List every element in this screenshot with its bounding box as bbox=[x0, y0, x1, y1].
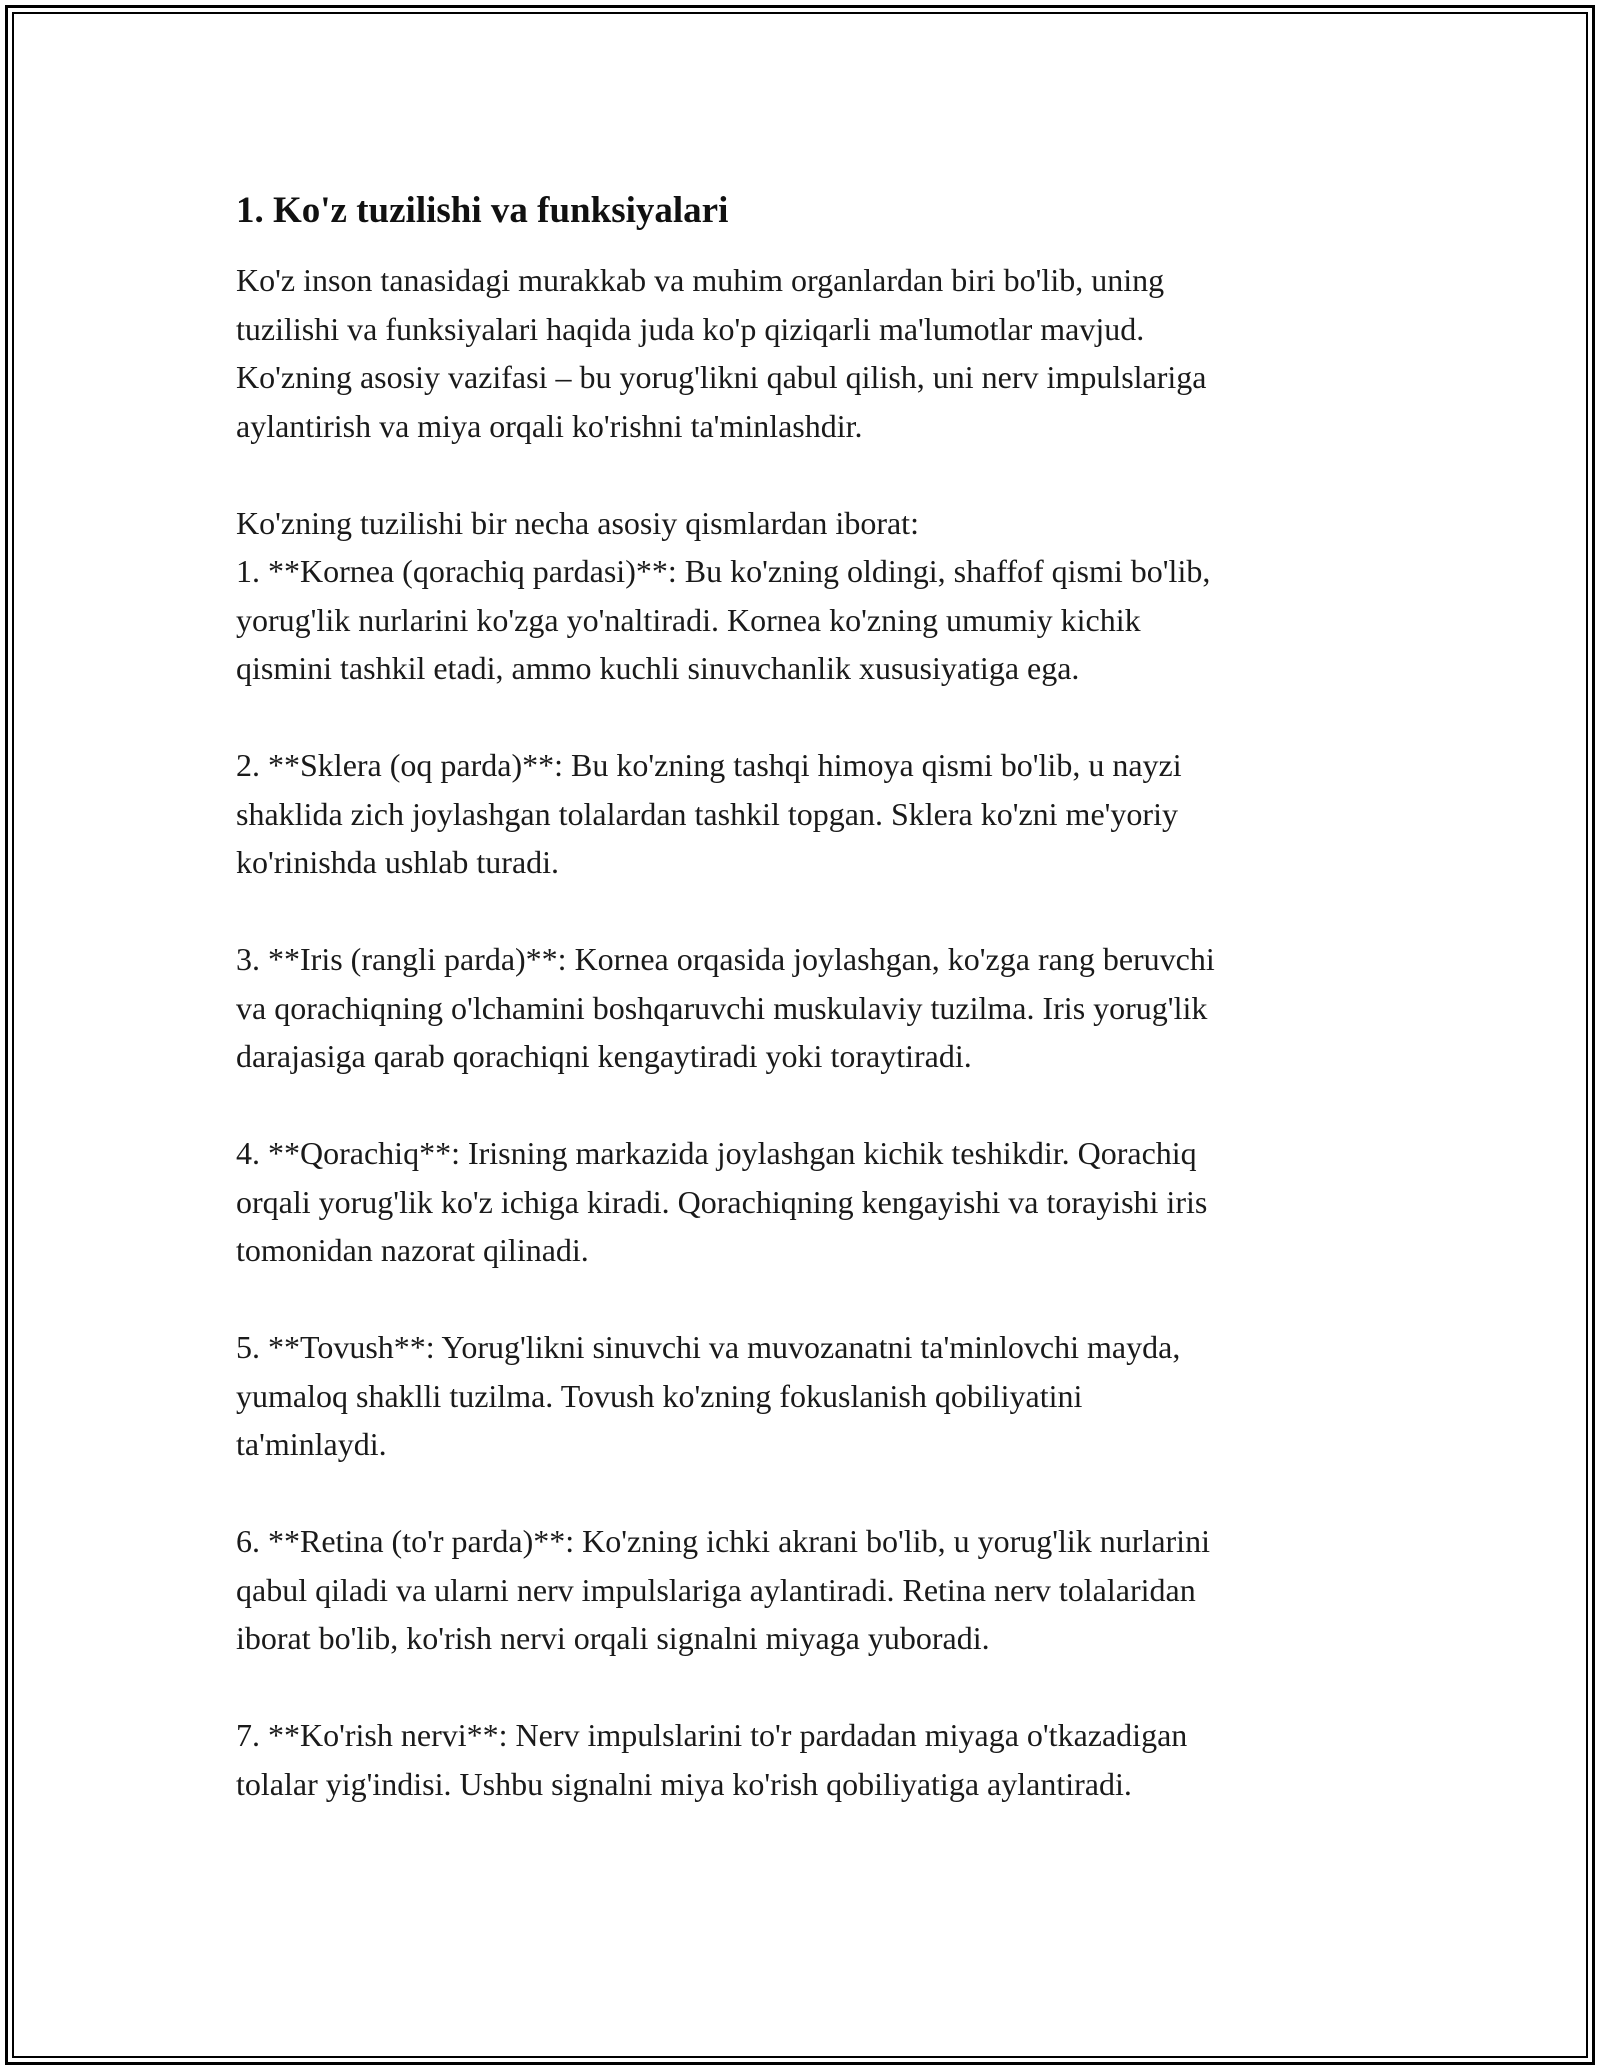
intro-paragraph: Ko'z inson tanasidagi murakkab va muhim organlardan biri bo'lib, uning tuzilishi va funksiyalari haqida juda ko'p qiziqarli ma'lumotlar mavjud. Ko'zning asosiy vazifasi – bu yorug'likni qabul qilish, uni nerv impulslariga aylantirish va miya orqali ko'rishni ta'minlashdir. bbox=[236, 262, 1207, 444]
list-item-retina: 6. **Retina (to'r parda)**: Ko'zning ichki akrani bo'lib, u yorug'lik nurlarini qabul qiladi va ularni nerv impulslariga aylantiradi. Retina nerv tolalaridan iborat bo'lib, ko'rish nervi orqali signalni miyaga yuboradi. bbox=[236, 1523, 1210, 1656]
list-item-korish-nervi: 7. **Ko'rish nervi**: Nerv impulslarini to'r pardadan miyaga o'tkazadigan tolalar yig'indisi. Ushbu signalni miya ko'rish qobiliyatiga aylantiradi. bbox=[236, 1717, 1188, 1802]
paragraph-gap bbox=[236, 887, 1386, 936]
list-item-sklera: 2. **Sklera (oq parda)**: Bu ko'zning tashqi himoya qismi bo'lib, u nayzi shaklida zich joylashgan tolalardan tashkil topgan. Sklera ko'zni me'yoriy ko'rinishda ushlab turadi. bbox=[236, 747, 1182, 880]
paragraph-gap bbox=[236, 1275, 1386, 1324]
list-item-iris: 3. **Iris (rangli parda)**: Kornea orqasida joylashgan, ko'zga rang beruvchi va qorachiqning o'lchamini boshqaruvchi muskulaviy tuzilma. Iris yorug'lik darajasiga qarab qorachiqni kengaytiradi yoki toraytiradi. bbox=[236, 941, 1215, 1074]
paragraph-gap bbox=[236, 450, 1386, 499]
paragraph-gap bbox=[236, 1081, 1386, 1130]
list-item-qorachiq: 4. **Qorachiq**: Irisning markazida joylashgan kichik teshikdir. Qorachiq orqali yorug'lik ko'z ichiga kiradi. Qorachiqning kengayishi va torayishi iris tomonidan nazorat qilinadi. bbox=[236, 1135, 1208, 1268]
section-title: 1. Ko'z tuzilishi va funksiyalari bbox=[236, 190, 729, 231]
parts-intro-line: Ko'zning tuzilishi bir necha asosiy qismlardan iborat: bbox=[236, 504, 919, 541]
paragraph-gap bbox=[236, 1663, 1386, 1712]
list-item-kornea: 1. **Kornea (qorachiq pardasi)**: Bu ko'zning oldingi, shaffof qismi bo'lib, yorug'lik nurlarini ko'zga yo'naltiradi. Kornea ko'zning umumiy kichik qismini tashkil etadi, ammo kuchli sinuvchanlik xususiyatiga ega. bbox=[236, 553, 1211, 686]
paragraph-gap bbox=[236, 693, 1386, 742]
document-body bbox=[236, 186, 1386, 1808]
paragraph-gap bbox=[236, 1469, 1386, 1518]
list-item-tovush: 5. **Tovush**: Yorug'likni sinuvchi va muvozanatni ta'minlovchi mayda, yumaloq shaklli tuzilma. Tovush ko'zning fokuslanish qobiliyatini ta'minlaydi. bbox=[236, 1329, 1181, 1462]
